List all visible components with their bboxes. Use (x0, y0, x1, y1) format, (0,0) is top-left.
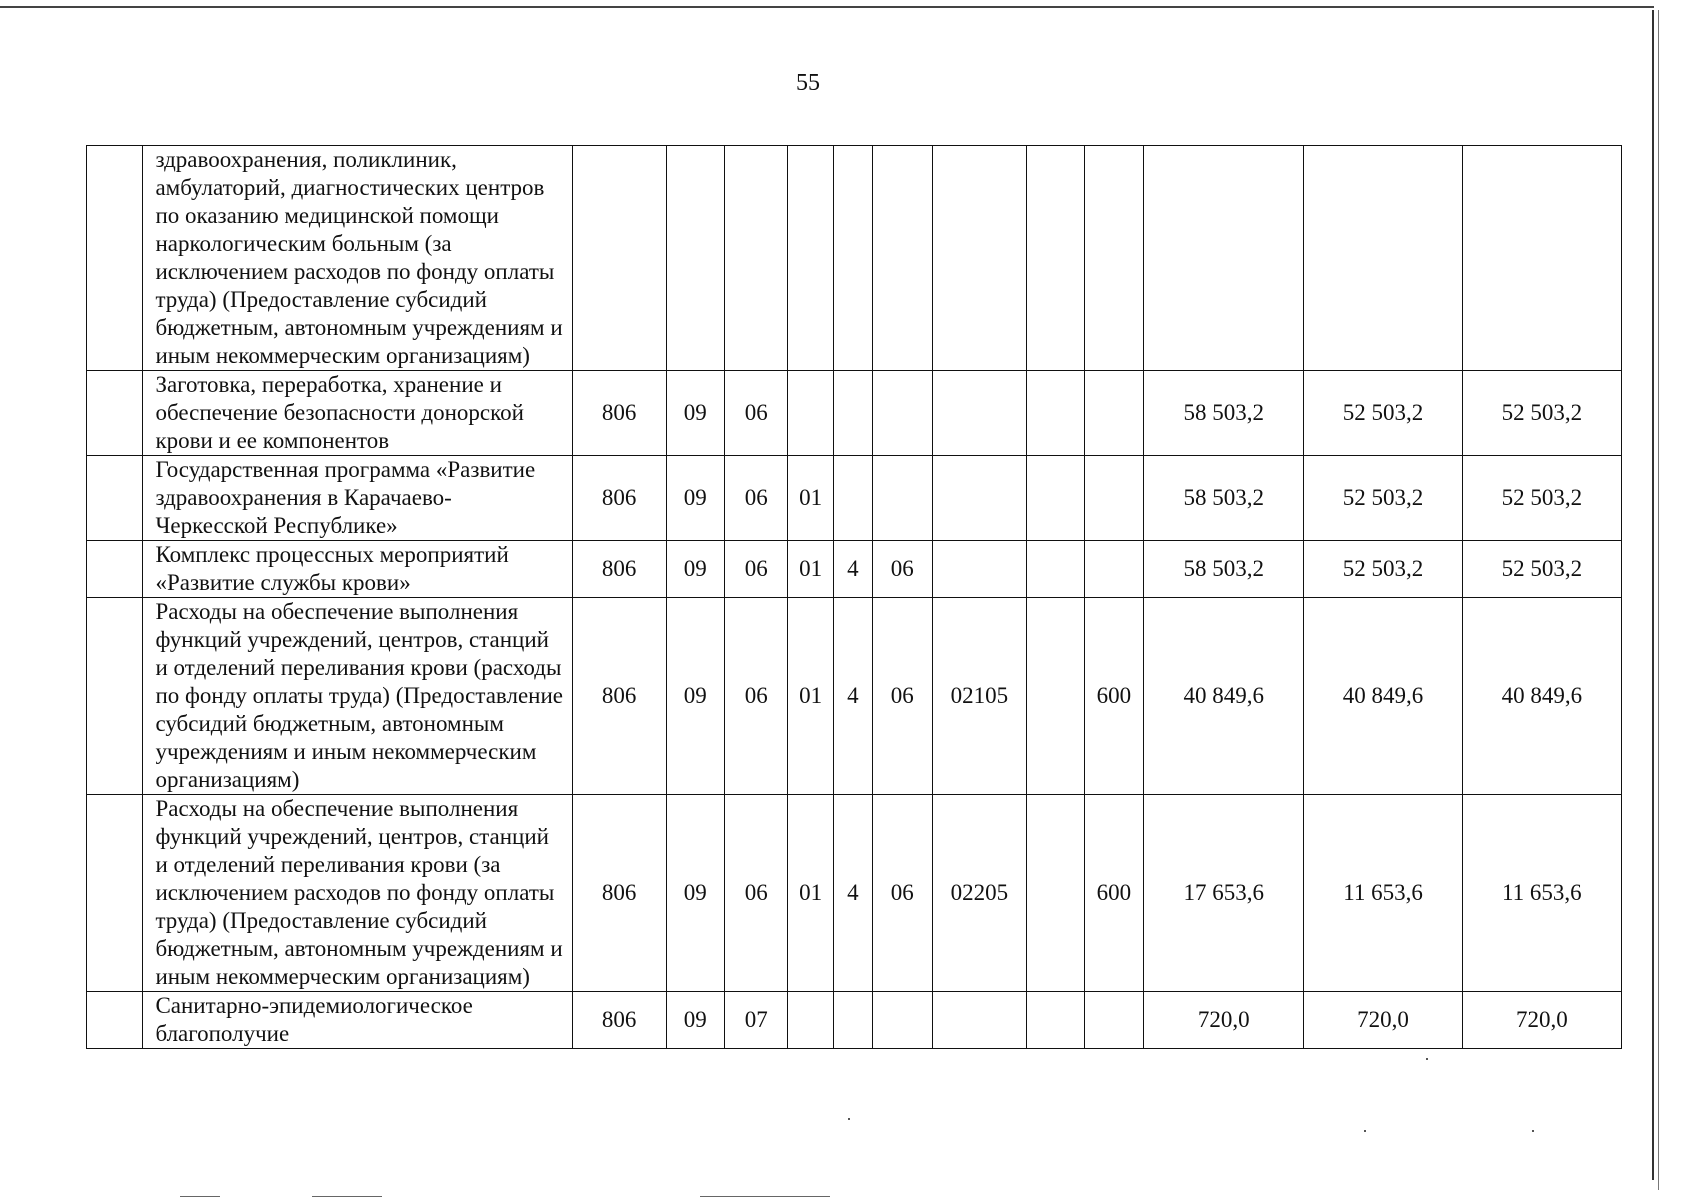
rz-cell: 09 (666, 456, 724, 541)
sum-year2-cell: 720,0 (1304, 992, 1462, 1049)
description-cell: здравоохранения, поликлиник, амбулаторий, диагностических центров по оказанию медицинской помощи наркологическим больным (за исключением расходов по фонду оплаты труда) (Предоставление субсидий бюджетным, автономным учреждениям и иным некоммерческим организациям) (143, 146, 572, 371)
sum-year3-cell: 720,0 (1462, 992, 1621, 1049)
sum-year1-cell: 720,0 (1144, 992, 1304, 1049)
csr-direction-cell (932, 992, 1027, 1049)
description-cell: Расходы на обеспечение выполнения функций учреждений, центров, станций и отделений переливания крови (за исключением расходов по фонду оплаты труда) (Предоставление субсидий бюджетным, автономным учреждениям и иным некоммерческим организациям) (143, 795, 572, 992)
csr-type-cell: 4 (833, 541, 872, 598)
sum-year2-cell (1304, 146, 1462, 371)
csr-direction-cell: 02205 (932, 795, 1027, 992)
csr-complex-cell (873, 371, 932, 456)
sum-year1-cell: 17 653,6 (1144, 795, 1304, 992)
scan-edge-right-inner (1658, 10, 1659, 1190)
csr-program-cell: 01 (788, 456, 833, 541)
table-row (87, 795, 1622, 992)
sum-year3-cell (1462, 146, 1621, 371)
description-cell: Государственная программа «Развитие здравоохранения в Карачаево-Черкесской Республике» (143, 456, 572, 541)
sum-year2-cell: 11 653,6 (1304, 795, 1462, 992)
sum-year3-cell: 52 503,2 (1462, 541, 1621, 598)
scan-artifact-dot (848, 1118, 850, 1120)
table-row (87, 371, 1622, 456)
sum-year3-cell: 11 653,6 (1462, 795, 1621, 992)
csr-complex-cell (873, 992, 932, 1049)
csr-complex-cell (873, 456, 932, 541)
pr-cell: 06 (724, 598, 787, 795)
pr-cell: 06 (724, 456, 787, 541)
row-number-cell (87, 795, 143, 992)
table-row (87, 456, 1622, 541)
scan-edge-right (1652, 10, 1654, 1180)
csr-program-cell (788, 992, 833, 1049)
sum-year1-cell: 58 503,2 (1144, 541, 1304, 598)
csr-program-cell: 01 (788, 541, 833, 598)
csr-direction-cell (932, 541, 1027, 598)
csr-complex-cell: 06 (873, 598, 932, 795)
csr-extra-cell (1027, 456, 1084, 541)
description-cell: Комплекс процессных мероприятий «Развитие службы крови» (143, 541, 572, 598)
csr-extra-cell (1027, 371, 1084, 456)
grbs-cell: 806 (572, 795, 666, 992)
csr-program-cell (788, 371, 833, 456)
sum-year2-cell: 40 849,6 (1304, 598, 1462, 795)
scan-artifact-dot (1426, 1058, 1428, 1060)
csr-program-cell: 01 (788, 795, 833, 992)
sum-year3-cell: 40 849,6 (1462, 598, 1621, 795)
csr-type-cell: 4 (833, 598, 872, 795)
scan-artifact-dot (1364, 1130, 1366, 1132)
vr-cell (1084, 456, 1143, 541)
scan-artifact-dot (1532, 1130, 1534, 1132)
sum-year3-cell: 52 503,2 (1462, 456, 1621, 541)
budget-table (86, 145, 1622, 1049)
csr-extra-cell (1027, 541, 1084, 598)
rz-cell: 09 (666, 371, 724, 456)
csr-direction-cell (932, 456, 1027, 541)
sum-year2-cell: 52 503,2 (1304, 456, 1462, 541)
sum-year1-cell: 40 849,6 (1144, 598, 1304, 795)
csr-program-cell (788, 146, 833, 371)
pr-cell: 06 (724, 795, 787, 992)
grbs-cell: 806 (572, 456, 666, 541)
csr-extra-cell (1027, 795, 1084, 992)
rz-cell: 09 (666, 541, 724, 598)
grbs-cell (572, 146, 666, 371)
rz-cell: 09 (666, 795, 724, 992)
scan-edge-top (0, 6, 1654, 8)
csr-extra-cell (1027, 146, 1084, 371)
pr-cell: 06 (724, 541, 787, 598)
sum-year3-cell: 52 503,2 (1462, 371, 1621, 456)
scan-artifact-line (180, 1196, 220, 1197)
vr-cell (1084, 541, 1143, 598)
pr-cell (724, 146, 787, 371)
table-row (87, 541, 1622, 598)
vr-cell: 600 (1084, 795, 1143, 992)
csr-complex-cell (873, 146, 932, 371)
description-cell: Заготовка, переработка, хранение и обеспечение безопасности донорской крови и ее компонентов (143, 371, 572, 456)
sum-year2-cell: 52 503,2 (1304, 541, 1462, 598)
description-cell: Санитарно-эпидемиологическое благополучие (143, 992, 572, 1049)
csr-direction-cell (932, 371, 1027, 456)
csr-direction-cell: 02105 (932, 598, 1027, 795)
table-row (87, 992, 1622, 1049)
scan-artifact-line (312, 1196, 382, 1197)
rz-cell (666, 146, 724, 371)
vr-cell (1084, 992, 1143, 1049)
vr-cell (1084, 371, 1143, 456)
csr-type-cell (833, 456, 872, 541)
grbs-cell: 806 (572, 371, 666, 456)
table-body (87, 146, 1622, 1049)
row-number-cell (87, 598, 143, 795)
row-number-cell (87, 541, 143, 598)
csr-direction-cell (932, 146, 1027, 371)
csr-type-cell (833, 371, 872, 456)
grbs-cell: 806 (572, 541, 666, 598)
page-number: 55 (796, 70, 820, 96)
sum-year2-cell: 52 503,2 (1304, 371, 1462, 456)
sum-year1-cell: 58 503,2 (1144, 371, 1304, 456)
vr-cell: 600 (1084, 598, 1143, 795)
row-number-cell (87, 992, 143, 1049)
csr-program-cell: 01 (788, 598, 833, 795)
csr-complex-cell: 06 (873, 541, 932, 598)
csr-type-cell (833, 992, 872, 1049)
row-number-cell (87, 456, 143, 541)
rz-cell: 09 (666, 992, 724, 1049)
sum-year1-cell: 58 503,2 (1144, 456, 1304, 541)
csr-extra-cell (1027, 598, 1084, 795)
vr-cell (1084, 146, 1143, 371)
grbs-cell: 806 (572, 992, 666, 1049)
row-number-cell (87, 371, 143, 456)
sum-year1-cell (1144, 146, 1304, 371)
csr-type-cell: 4 (833, 795, 872, 992)
pr-cell: 07 (724, 992, 787, 1049)
csr-type-cell (833, 146, 872, 371)
csr-complex-cell: 06 (873, 795, 932, 992)
csr-extra-cell (1027, 992, 1084, 1049)
grbs-cell: 806 (572, 598, 666, 795)
table-row (87, 598, 1622, 795)
description-cell: Расходы на обеспечение выполнения функций учреждений, центров, станций и отделений переливания крови (расходы по фонду оплаты труда) (Предоставление субсидий бюджетным, автономным учреждениям и иным некоммерческим организациям) (143, 598, 572, 795)
scan-artifact-line (700, 1196, 830, 1197)
pr-cell: 06 (724, 371, 787, 456)
row-number-cell (87, 146, 143, 371)
rz-cell: 09 (666, 598, 724, 795)
table-row (87, 146, 1622, 371)
